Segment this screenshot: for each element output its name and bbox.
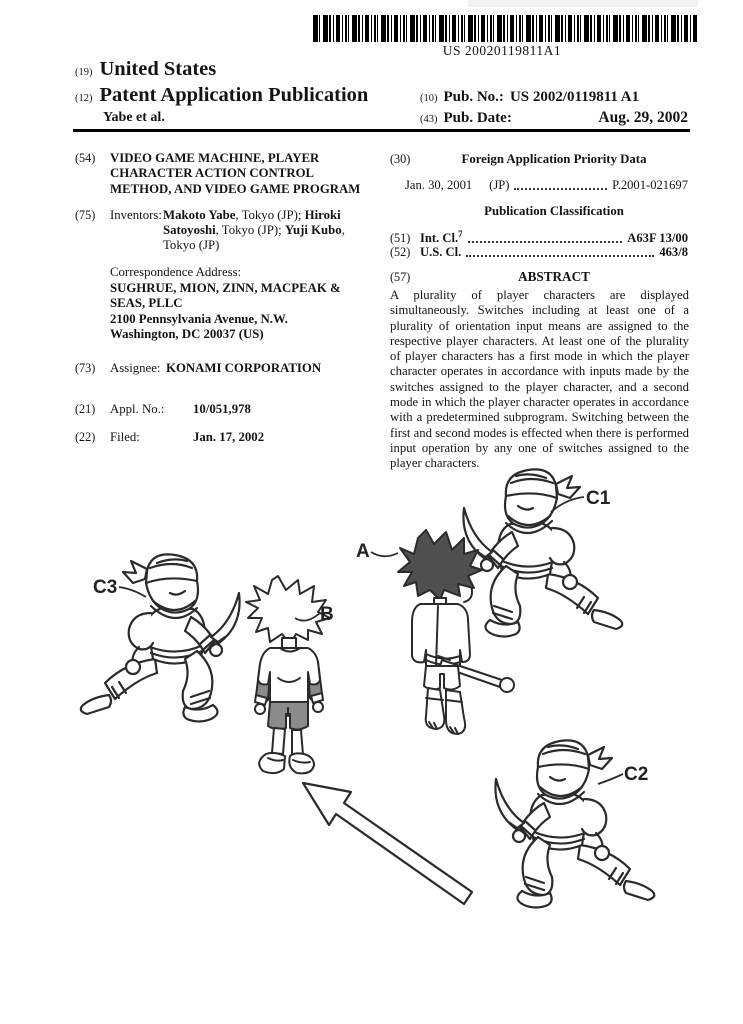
- authors: Yabe et al.: [103, 110, 165, 125]
- header-doctype-line: [75, 84, 368, 107]
- leader-line-a: [371, 552, 398, 556]
- dot-leader: [468, 241, 623, 243]
- dot-leader: [514, 188, 607, 190]
- field-num-57: (57): [390, 270, 411, 284]
- field-num-51: (51): [390, 231, 411, 246]
- scan-artifact: [468, 0, 698, 7]
- inventors-row: [75, 208, 375, 254]
- priority-number: P.2001-021697: [612, 178, 688, 192]
- pub-date-line: [420, 109, 688, 127]
- pub-no-label: Pub. No.:: [443, 89, 504, 105]
- kind-code-12: (12): [75, 93, 93, 104]
- classification-heading-row: [390, 204, 688, 219]
- filed-row: [75, 430, 375, 445]
- country-name: United States: [99, 58, 217, 80]
- field-num-52: (52): [390, 245, 411, 259]
- field-num-30: (30): [390, 152, 411, 166]
- abstract-heading-row: [390, 269, 688, 285]
- abstract-heading: ABSTRACT: [518, 269, 590, 284]
- figure-label-b: B: [320, 604, 334, 625]
- barcode-number: US 20020119811A1: [442, 43, 562, 58]
- dot-leader: [466, 255, 654, 257]
- kind-code-43: (43): [420, 114, 438, 125]
- direction-arrow: [303, 783, 472, 904]
- figure-label-a: A: [356, 541, 370, 562]
- filed-label: Filed:: [110, 430, 140, 444]
- appl-no-row: [75, 402, 375, 417]
- field-num-75: (75): [75, 208, 96, 222]
- correspondence-firm-1: SUGHRUE, MION, ZINN, MACPEAK &: [110, 280, 341, 295]
- kind-code-10: (10): [420, 93, 438, 104]
- leader-line-c2: [598, 774, 623, 784]
- correspondence-firm-2: SEAS, PLLC: [110, 296, 183, 311]
- kind-code-19: (19): [75, 67, 93, 78]
- priority-country: (JP): [489, 178, 510, 192]
- title-row: [75, 151, 365, 197]
- figure-label-c3: C3: [93, 577, 118, 598]
- assignee-label: Assignee:: [110, 361, 161, 375]
- figure-character-b: [246, 576, 330, 773]
- priority-heading: Foreign Application Priority Data: [461, 152, 647, 166]
- correspondence-street: 2100 Pennsylvania Avenue, N.W.: [110, 311, 288, 326]
- field-num-22: (22): [75, 430, 96, 444]
- header-country-line: [75, 58, 216, 81]
- document-type: Patent Application Publication: [99, 84, 369, 106]
- leader-line-c3: [119, 587, 146, 597]
- priority-data-row: [390, 178, 688, 193]
- assignee-name: KONAMI CORPORATION: [166, 361, 322, 375]
- pub-date-value: Aug. 29, 2002: [598, 109, 688, 126]
- header-rule: [73, 129, 690, 132]
- priority-heading-row: [390, 152, 688, 167]
- field-num-73: (73): [75, 361, 96, 375]
- figure-label-c1: C1: [586, 488, 611, 509]
- correspondence-block: [110, 265, 370, 343]
- priority-date: Jan. 30, 2001: [405, 178, 473, 192]
- barcode: [313, 15, 697, 42]
- filed-value: Jan. 17, 2002: [193, 430, 265, 444]
- us-cl-value: 463/8: [659, 245, 688, 259]
- field-num-21: (21): [75, 402, 96, 416]
- int-cl-label: Int. Cl.$^7$: [420, 229, 463, 246]
- correspondence-label: Correspondence Address:: [110, 265, 242, 279]
- pub-no-line: [420, 89, 688, 106]
- pub-no-value: US 2002/0119811 A1: [509, 89, 640, 105]
- us-cl-label: U.S. Cl.: [420, 245, 462, 259]
- int-cl-row: [390, 229, 688, 246]
- int-cl-value: A63F 13/00: [627, 231, 688, 246]
- correspondence-city: Washington, DC 20037 (US): [110, 327, 264, 342]
- appl-no-value: 10/051,978: [193, 402, 251, 416]
- field-num-54: (54): [75, 151, 96, 165]
- appl-no-label: Appl. No.:: [110, 402, 165, 416]
- figure-drawing: [0, 455, 743, 1024]
- pub-date-label: Pub. Date:: [443, 110, 512, 126]
- invention-title: VIDEO GAME MACHINE, PLAYER CHARACTER ACTION CONTROL METHOD, AND VIDEO GAME PROGRAM: [110, 151, 361, 196]
- inventors-label: Inventors:: [110, 208, 162, 222]
- us-cl-row: [390, 245, 688, 260]
- assignee-row: [75, 361, 375, 376]
- inventors-names: Makoto Yabe, Tokyo (JP); Hiroki Satoyoshi, Tokyo (JP); Yuji Kubo, Tokyo (JP): [163, 208, 345, 253]
- abstract-text: A plurality of player characters are displayed simultaneously. Switches including at least one of a plurality of orientation input means are assigned to the respective player characters. At least one of the plurality of player characters has a first mode in which the player character operates in accordance with inputs made by the switches assigned to the player character, and a second mode in which the player character operates in accordance with a predetermined subprogram. Switching between the first and second modes is effected when there is performed input operation by any one of switches assigned to the player characters.: [390, 288, 689, 471]
- figure-label-c2: C2: [624, 764, 649, 785]
- classification-heading: Publication Classification: [484, 204, 624, 218]
